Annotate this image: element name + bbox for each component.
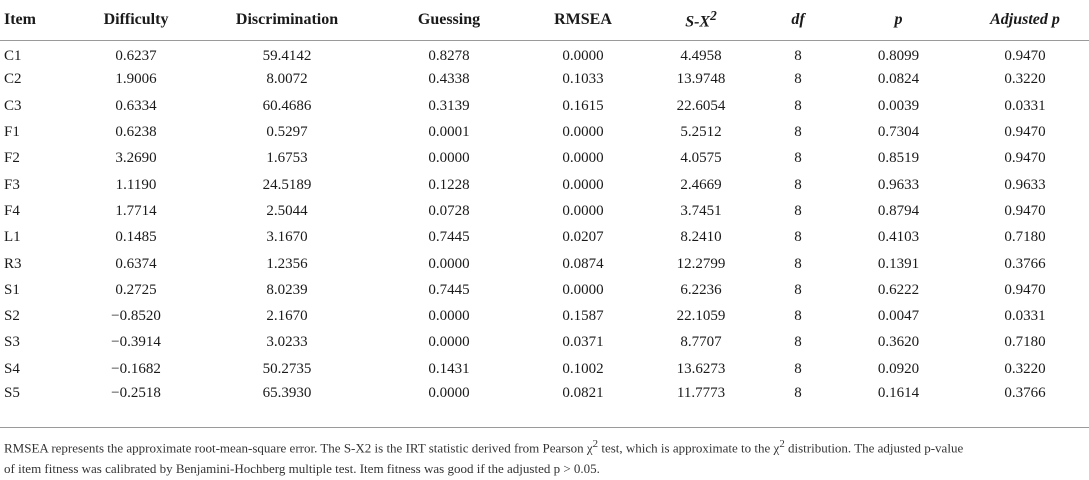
cell-discrimination: 1.6753 — [266, 150, 308, 167]
cell-df: 8 — [794, 48, 802, 65]
cell-guessing: 0.0728 — [428, 202, 470, 219]
cell-rmsea: 0.1033 — [562, 71, 604, 88]
cell-p: 0.8794 — [877, 202, 920, 219]
cell-sx2: 11.7773 — [676, 385, 726, 401]
cell-sx2: 2.4669 — [680, 176, 722, 193]
table-footnote — [4, 434, 1084, 479]
cell-difficulty: −0.3914 — [111, 334, 161, 351]
footnote-text-b: test, which is approximate to the χ — [598, 440, 780, 456]
table-row — [0, 67, 1089, 93]
header-item: Item — [0, 0, 72, 41]
cell-difficulty: 3.2690 — [115, 150, 157, 167]
cell-rmsea: 0.0000 — [562, 202, 604, 219]
cell-df: 8 — [794, 334, 802, 351]
cell-item: F2 — [4, 150, 20, 167]
header-difficulty: Difficulty — [72, 0, 200, 41]
cell-guessing: 0.1431 — [428, 360, 470, 377]
table-row — [0, 303, 1089, 329]
cell-discrimination: 8.0072 — [266, 71, 308, 88]
cell-discrimination: 60.4686 — [262, 97, 312, 114]
cell-sx2: 4.0575 — [680, 150, 722, 167]
cell-adjusted-p: 0.9470 — [1004, 48, 1046, 65]
header-p: p — [836, 0, 961, 41]
footnote-line-2: of item fitness was calibrated by Benjamini-Hochberg multiple test. Item fitness was good if the adjusted p > 0.05. — [4, 461, 600, 477]
table-row — [0, 277, 1089, 303]
cell-discrimination: 2.1670 — [266, 308, 308, 325]
cell-difficulty: 0.1485 — [115, 229, 157, 246]
cell-item: L1 — [4, 229, 21, 246]
cell-difficulty: 0.2725 — [115, 281, 157, 298]
header-rmsea: RMSEA — [524, 0, 642, 41]
cell-difficulty: 0.6238 — [115, 124, 157, 141]
cell-discrimination: 50.2735 — [262, 360, 312, 377]
cell-difficulty: −0.8520 — [111, 308, 161, 325]
cell-p: 0.9633 — [877, 176, 920, 193]
cell-item: F1 — [4, 124, 20, 141]
footnote-text-a: RMSEA represents the approximate root-mean-square error. The S-X2 is the IRT statistic derived from Pearson χ — [4, 440, 593, 456]
cell-guessing: 0.0000 — [428, 385, 470, 401]
table-row — [0, 41, 1089, 67]
cell-p: 0.0920 — [877, 360, 920, 377]
cell-adjusted-p: 0.9470 — [1004, 281, 1046, 298]
cell-guessing: 0.0000 — [428, 308, 470, 325]
cell-p: 0.4103 — [877, 229, 920, 246]
cell-rmsea: 0.1587 — [562, 308, 604, 325]
cell-guessing: 0.4338 — [428, 71, 470, 88]
cell-rmsea: 0.0000 — [562, 176, 604, 193]
table-row — [0, 356, 1089, 382]
cell-p: 0.6222 — [877, 281, 920, 298]
cell-rmsea: 0.0000 — [562, 150, 604, 167]
cell-guessing: 0.0000 — [428, 255, 470, 272]
table-row — [0, 172, 1089, 198]
cell-df: 8 — [794, 150, 802, 167]
cell-discrimination: 0.5297 — [266, 124, 308, 141]
cell-df: 8 — [794, 202, 802, 219]
cell-adjusted-p: 0.0331 — [1004, 97, 1046, 114]
cell-sx2: 8.2410 — [680, 229, 722, 246]
cell-item: S2 — [4, 308, 20, 325]
cell-sx2: 5.2512 — [680, 124, 722, 141]
cell-p: 0.0824 — [877, 71, 920, 88]
cell-df: 8 — [794, 97, 802, 114]
header-df: df — [760, 0, 836, 41]
cell-df: 8 — [794, 281, 802, 298]
cell-item: R3 — [4, 255, 22, 272]
header-sx2-sup: 2 — [710, 8, 717, 24]
cell-discrimination: 65.3930 — [262, 385, 312, 401]
cell-item: C3 — [4, 97, 22, 114]
cell-guessing: 0.8278 — [428, 48, 470, 65]
cell-adjusted-p: 0.0331 — [1004, 308, 1046, 325]
cell-adjusted-p: 0.9470 — [1004, 202, 1046, 219]
cell-difficulty: 0.6334 — [115, 97, 157, 114]
cell-guessing: 0.1228 — [428, 176, 470, 193]
header-sx2-base: S-X — [685, 13, 711, 31]
cell-guessing: 0.3139 — [428, 97, 470, 114]
cell-item: F3 — [4, 176, 20, 193]
cell-rmsea: 0.0371 — [562, 334, 604, 351]
footnote-text-c: distribution. The adjusted p-value — [784, 440, 964, 456]
cell-df: 8 — [794, 385, 802, 401]
cell-df: 8 — [794, 176, 802, 193]
table-row — [0, 146, 1089, 172]
cell-sx2: 6.2236 — [680, 281, 722, 298]
cell-sx2: 8.7707 — [680, 334, 722, 351]
cell-discrimination: 2.5044 — [266, 202, 308, 219]
cell-p: 0.8519 — [877, 150, 920, 167]
cell-difficulty: 0.6237 — [115, 48, 157, 65]
cell-p: 0.8099 — [877, 48, 920, 65]
table-body — [0, 41, 1089, 409]
cell-item: S5 — [4, 385, 20, 401]
cell-sx2: 13.6273 — [676, 360, 726, 377]
cell-df: 8 — [794, 124, 802, 141]
cell-sx2: 12.2799 — [676, 255, 726, 272]
cell-item: C2 — [4, 71, 22, 88]
cell-rmsea: 0.1615 — [562, 97, 604, 114]
cell-discrimination: 1.2356 — [266, 255, 308, 272]
cell-adjusted-p: 0.7180 — [1004, 334, 1046, 351]
cell-rmsea: 0.0000 — [562, 48, 604, 65]
cell-discrimination: 3.1670 — [266, 229, 308, 246]
cell-rmsea: 0.1002 — [562, 360, 604, 377]
cell-item: S1 — [4, 281, 20, 298]
header-guessing: Guessing — [374, 0, 524, 41]
cell-difficulty: −0.1682 — [111, 360, 161, 377]
table-row — [0, 198, 1089, 224]
cell-discrimination: 59.4142 — [262, 48, 312, 65]
cell-df: 8 — [794, 71, 802, 88]
cell-sx2: 22.1059 — [676, 308, 726, 325]
cell-sx2: 13.9748 — [676, 71, 726, 88]
cell-guessing: 0.7445 — [428, 281, 470, 298]
table-row — [0, 93, 1089, 119]
cell-item: S3 — [4, 334, 20, 351]
cell-guessing: 0.0000 — [428, 334, 470, 351]
table-row — [0, 382, 1089, 408]
cell-df: 8 — [794, 229, 802, 246]
footnote-superscript-2: 2 — [779, 438, 785, 450]
cell-adjusted-p: 0.9633 — [1004, 176, 1046, 193]
cell-item: F4 — [4, 202, 20, 219]
cell-adjusted-p: 0.3220 — [1004, 71, 1046, 88]
cell-sx2: 4.4958 — [680, 48, 722, 65]
cell-p: 0.0039 — [877, 97, 920, 114]
cell-rmsea: 0.0874 — [562, 255, 604, 272]
cell-difficulty: 1.1190 — [115, 176, 157, 193]
cell-guessing: 0.0000 — [428, 150, 470, 167]
cell-adjusted-p: 0.9470 — [1004, 150, 1046, 167]
cell-item: S4 — [4, 360, 20, 377]
header-discrimination: Discrimination — [200, 0, 374, 41]
table-row — [0, 119, 1089, 145]
cell-df: 8 — [794, 255, 802, 272]
cell-difficulty: −0.2518 — [111, 385, 161, 401]
footnote-line-1 — [4, 434, 1084, 458]
table-bottom-rule — [0, 427, 1089, 428]
cell-rmsea: 0.0000 — [562, 124, 604, 141]
cell-difficulty: 0.6374 — [115, 255, 157, 272]
cell-adjusted-p: 0.9470 — [1004, 124, 1046, 141]
cell-guessing: 0.7445 — [428, 229, 470, 246]
cell-df: 8 — [794, 308, 802, 325]
cell-discrimination: 8.0239 — [266, 281, 308, 298]
cell-adjusted-p: 0.3766 — [1004, 385, 1046, 401]
cell-p: 0.1391 — [877, 255, 920, 272]
cell-rmsea: 0.0821 — [562, 385, 604, 401]
cell-p: 0.1614 — [877, 385, 920, 401]
header-sx2 — [642, 0, 760, 41]
cell-item: C1 — [4, 48, 22, 65]
table-row — [0, 251, 1089, 277]
cell-guessing: 0.0001 — [428, 124, 470, 141]
cell-adjusted-p: 0.7180 — [1004, 229, 1046, 246]
table-row — [0, 330, 1089, 356]
cell-discrimination: 24.5189 — [262, 176, 312, 193]
cell-rmsea: 0.0000 — [562, 281, 604, 298]
header-row — [0, 0, 1089, 41]
cell-discrimination: 3.0233 — [266, 334, 308, 351]
cell-p: 0.3620 — [877, 334, 920, 351]
cell-df: 8 — [794, 360, 802, 377]
cell-sx2: 22.6054 — [676, 97, 726, 114]
cell-rmsea: 0.0207 — [562, 229, 604, 246]
cell-difficulty: 1.9006 — [115, 71, 157, 88]
cell-p: 0.7304 — [877, 124, 920, 141]
cell-p: 0.0047 — [877, 308, 920, 325]
cell-adjusted-p: 0.3766 — [1004, 255, 1046, 272]
cell-adjusted-p: 0.3220 — [1004, 360, 1046, 377]
header-adjusted-p: Adjusted p — [961, 0, 1089, 41]
table-row — [0, 225, 1089, 251]
cell-difficulty: 1.7714 — [115, 202, 157, 219]
cell-sx2: 3.7451 — [680, 202, 722, 219]
footnote-superscript-1: 2 — [592, 438, 599, 450]
